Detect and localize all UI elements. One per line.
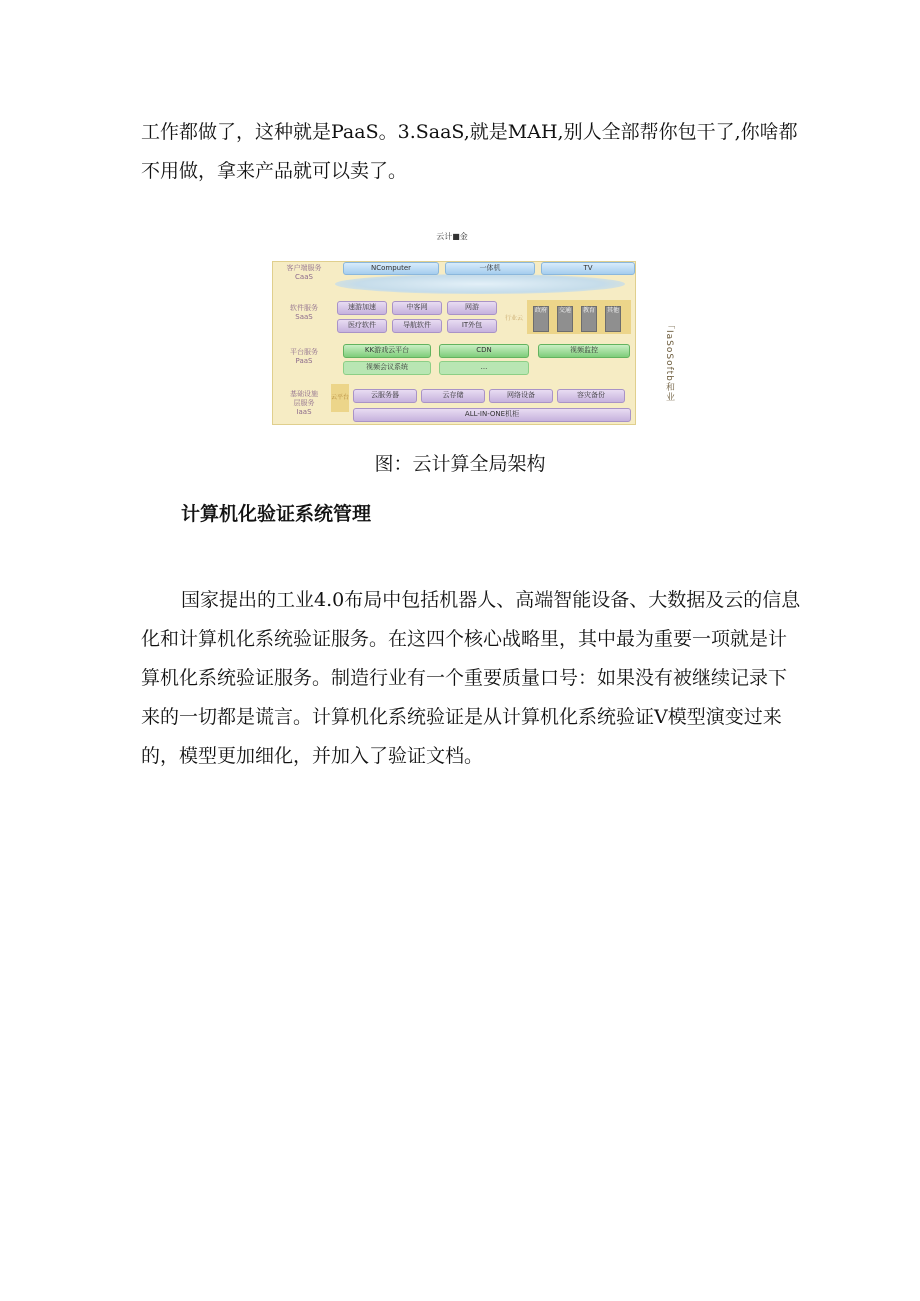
industry-transport: 交通 xyxy=(557,306,573,332)
layer-caas-label: 客户端服务 CaaS xyxy=(286,264,322,281)
layer-saas-label: 软件服务 SaaS xyxy=(290,304,318,321)
industry-gov: 政府 xyxy=(533,306,549,332)
paragraph-industry-4: 国家提出的工业4.0布局中包括机器人、高端智能设备、大数据及云的信息化和计算机化系统验证服务。在这四个核心战略里，其中最为重要一项就是计算机化系统验证服务。制造行业有一个重要质量口号：如果没有被继续记录下来的一切都是谎言。计算机化系统验证是从计算机化系统验证V模型演变过来的，模型更加细化，并加入了验证文档。 xyxy=(141,589,801,767)
side-watermark-text: 「IaSoSoftb和业 xyxy=(664,320,674,402)
box-cloud-storage: 云存储 xyxy=(421,389,485,403)
box-saas-5: 导航软件 xyxy=(392,319,442,333)
figure-caption: 图：云计算全局架构 xyxy=(374,453,546,475)
layer-iaas-label: 基础设施 层服务 IaaS xyxy=(290,390,318,416)
layer-iaas xyxy=(273,380,635,424)
box-kk-game-cloud: KK游戏云平台 xyxy=(343,344,431,358)
box-all-in-one-cabinet: ALL-IN-ONE机柜 xyxy=(353,408,631,422)
box-saas-2: 中客网 xyxy=(392,301,442,315)
box-ncomputer: NComputer xyxy=(343,262,439,275)
section-heading: 计算机化验证系统管理 xyxy=(181,503,372,525)
box-cloud-server: 云服务器 xyxy=(353,389,417,403)
figure-title: 云计■金 xyxy=(436,232,468,241)
industry-cloud-label: 行业云 xyxy=(505,315,524,322)
box-paas-more: ... xyxy=(439,361,529,375)
box-disaster-backup: 容灾备份 xyxy=(557,389,625,403)
industry-education: 教育 xyxy=(581,306,597,332)
box-saas-1: 速游加速 xyxy=(337,301,387,315)
box-video-surveillance: 视频监控 xyxy=(538,344,630,358)
box-saas-3: 网游 xyxy=(447,301,497,315)
layer-paas xyxy=(273,338,635,382)
cloud-architecture-figure xyxy=(270,231,634,421)
cloud-platform-label: 云平台 xyxy=(331,394,350,401)
industry-other: 其他 xyxy=(605,306,621,332)
layer-caas xyxy=(273,262,635,300)
architecture-diagram xyxy=(272,261,636,425)
box-network-device: 网络设备 xyxy=(489,389,553,403)
box-tv: TV xyxy=(541,262,635,275)
box-saas-6: IT外包 xyxy=(447,319,497,333)
cloud-shape xyxy=(335,274,625,294)
paragraph-paas-saas: 工作都做了，这种就是PaaS。3.SaaS,就是MAH,别人全部帮你包干了,你啥都不用做，拿来产品就可以卖了。 xyxy=(141,121,798,182)
box-saas-4: 医疗软件 xyxy=(337,319,387,333)
layer-paas-label: 平台服务 PaaS xyxy=(290,348,318,365)
box-cdn: CDN xyxy=(439,344,529,358)
layer-saas xyxy=(273,298,635,340)
box-video-conference: 视频会议系统 xyxy=(343,361,431,375)
box-all-in-one-pc: 一体机 xyxy=(445,262,535,275)
